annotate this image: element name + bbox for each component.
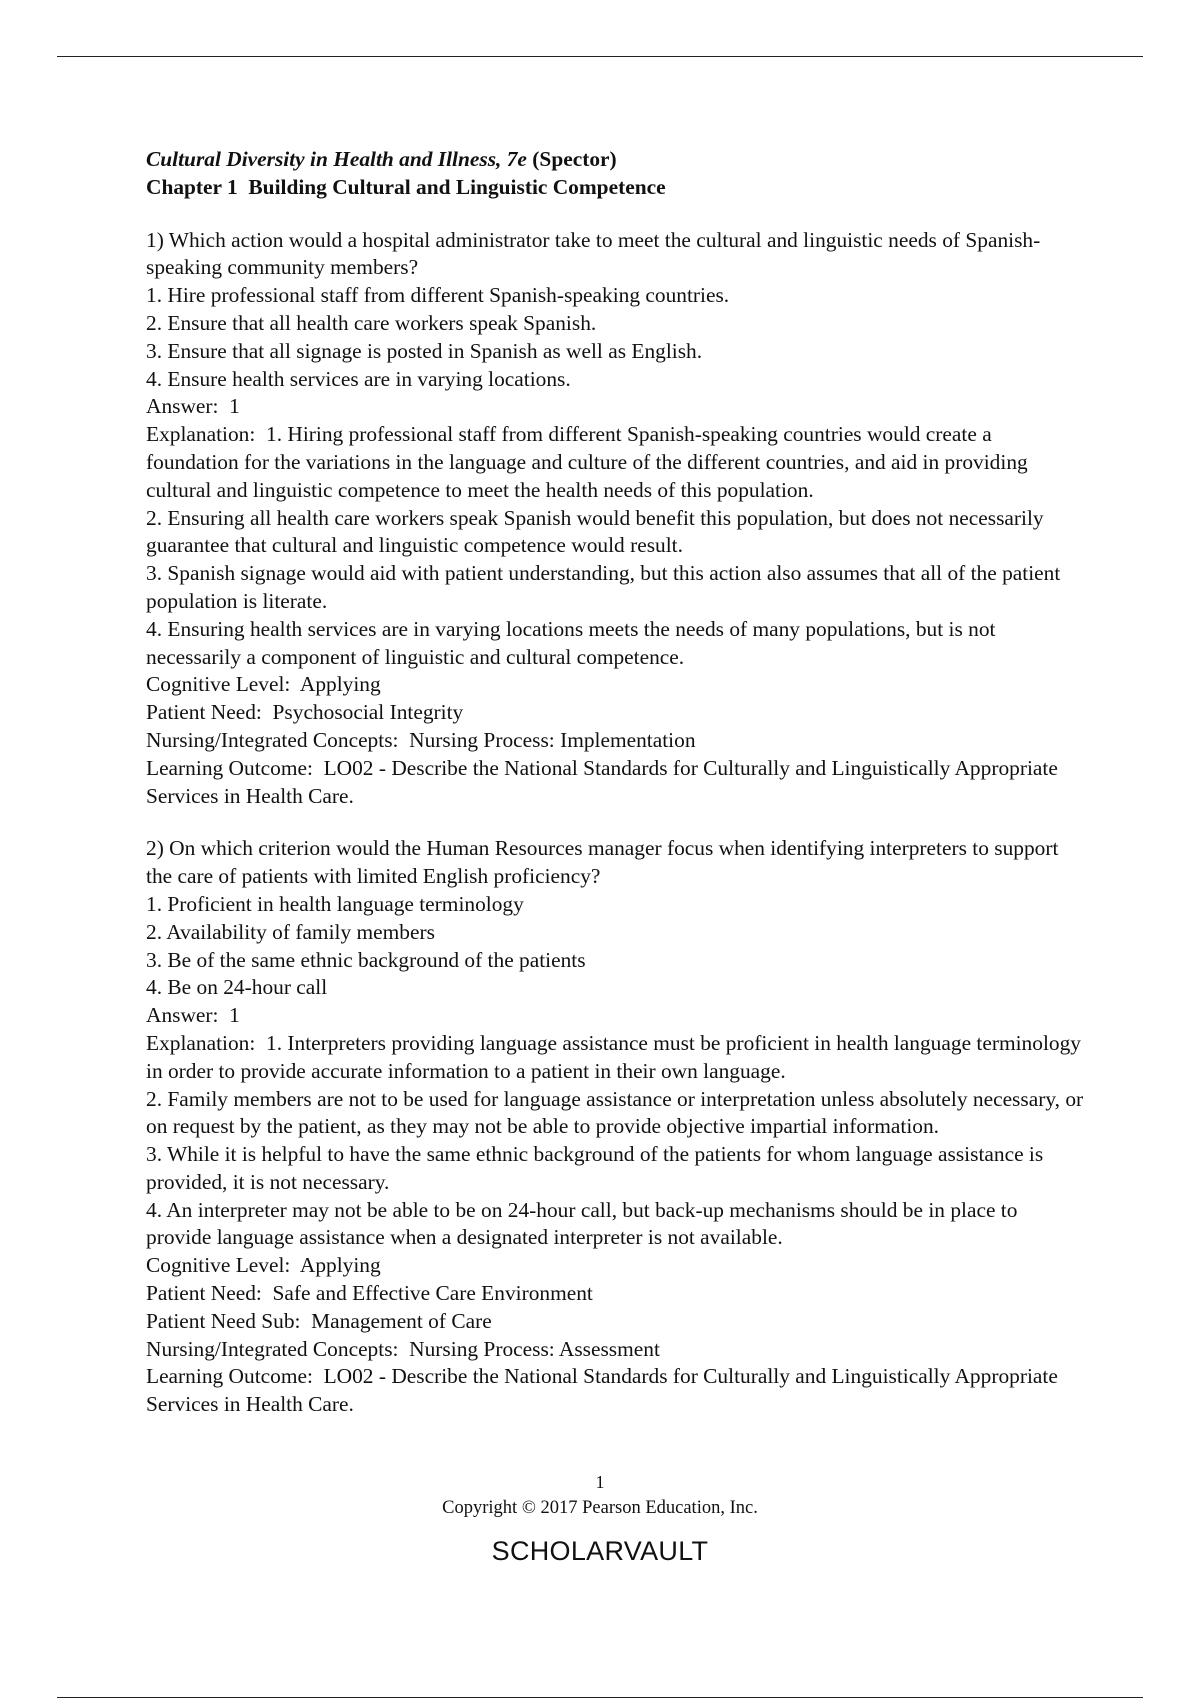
explanation-text: Explanation: 1. Interpreters providing language assistance must be proficient in health language terminology in order to provide accurate information to a patient in their own language. [146, 1030, 1087, 1083]
document-body [146, 146, 1086, 1419]
meta-concepts: Nursing/Integrated Concepts: Nursing Process: Implementation [146, 727, 696, 752]
page-number: 1 [595, 1472, 605, 1492]
answer-option: 3. Ensure that all signage is posted in Spanish as well as English. [146, 338, 703, 363]
meta-patient-need: Patient Need: Psychosocial Integrity [146, 700, 464, 725]
explanation-text: 4. Ensuring health services are in varying locations meets the needs of many populations, but is not necessarily a component of linguistic and cultural competence. [146, 616, 996, 669]
answer-key: Answer: 1 [146, 1003, 240, 1028]
book-title [146, 146, 1086, 174]
answer-option: 4. Ensure health services are in varying locations. [146, 366, 571, 391]
chapter-title: Chapter 1 Building Cultural and Linguistic Competence [146, 174, 666, 199]
explanation-text: Explanation: 1. Hiring professional staff from different Spanish-speaking countries would create a foundation for the variations in the language and culture of the different countries, and aid in providing cultural and linguistic competence to meet the health needs of this population. [146, 422, 1034, 502]
meta-cognitive-level: Cognitive Level: Applying [146, 672, 381, 697]
meta-learning-outcome: Learning Outcome: LO02 - Describe the National Standards for Culturally and Linguistically Appropriate Services in Health Care. [146, 1364, 1064, 1417]
bottom-divider [57, 1697, 1143, 1698]
question-1 [146, 227, 1086, 811]
question-stem: 2) On which criterion would the Human Resources manager focus when identifying interpreters to support the care of patients with limited English proficiency? [146, 836, 1059, 889]
book-author: (Spector) [532, 147, 617, 171]
answer-option: 1. Proficient in health language terminology [146, 891, 524, 916]
explanation-text: 3. While it is helpful to have the same ethnic background of the patients for whom language assistance is provided, it is not necessary. [146, 1142, 1044, 1194]
meta-patient-need: Patient Need: Safe and Effective Care Environment [146, 1281, 593, 1306]
answer-option: 1. Hire professional staff from different Spanish-speaking countries. [146, 283, 730, 308]
explanation-text: 2. Family members are not to be used for language assistance or interpretation unless absolutely necessary, or on request by the patient, as they may not be able to provide objective impartial information. [146, 1086, 1084, 1139]
answer-key: Answer: 1 [146, 394, 240, 419]
question-2 [146, 835, 1086, 1419]
meta-concepts: Nursing/Integrated Concepts: Nursing Process: Assessment [146, 1336, 660, 1361]
answer-option: 2. Ensure that all health care workers speak Spanish. [146, 310, 597, 335]
top-divider [57, 56, 1143, 57]
copyright-notice: Copyright © 2017 Pearson Education, Inc. [442, 1498, 758, 1518]
meta-patient-need-sub: Patient Need Sub: Management of Care [146, 1308, 492, 1333]
explanation-text: 4. An interpreter may not be able to be on 24-hour call, but back-up mechanisms should be in place to provide language assistance when a designated interpreter is not available. [146, 1197, 1018, 1250]
answer-option: 4. Be on 24-hour call [146, 975, 328, 1000]
meta-learning-outcome: Learning Outcome: LO02 - Describe the National Standards for Culturally and Linguistically Appropriate Services in Health Care. [146, 755, 1064, 808]
watermark-brand: SCHOLARVAULT [491, 1536, 709, 1566]
explanation-text: 3. Spanish signage would aid with patient understanding, but this action also assumes that all of the patient population is literate. [146, 561, 1061, 613]
explanation-text: 2. Ensuring all health care workers speak Spanish would benefit this population, but does not necessarily guarantee that cultural and linguistic competence would result. [146, 505, 1044, 558]
question-stem: 1) Which action would a hospital administrator take to meet the cultural and linguistic needs of Spanish-speaking community members? [146, 227, 1041, 280]
answer-option: 3. Be of the same ethnic background of the patients [146, 947, 586, 972]
book-title-italic: Cultural Diversity in Health and Illness, 7e [146, 147, 527, 171]
meta-cognitive-level: Cognitive Level: Applying [146, 1253, 381, 1278]
answer-option: 2. Availability of family members [146, 919, 435, 944]
